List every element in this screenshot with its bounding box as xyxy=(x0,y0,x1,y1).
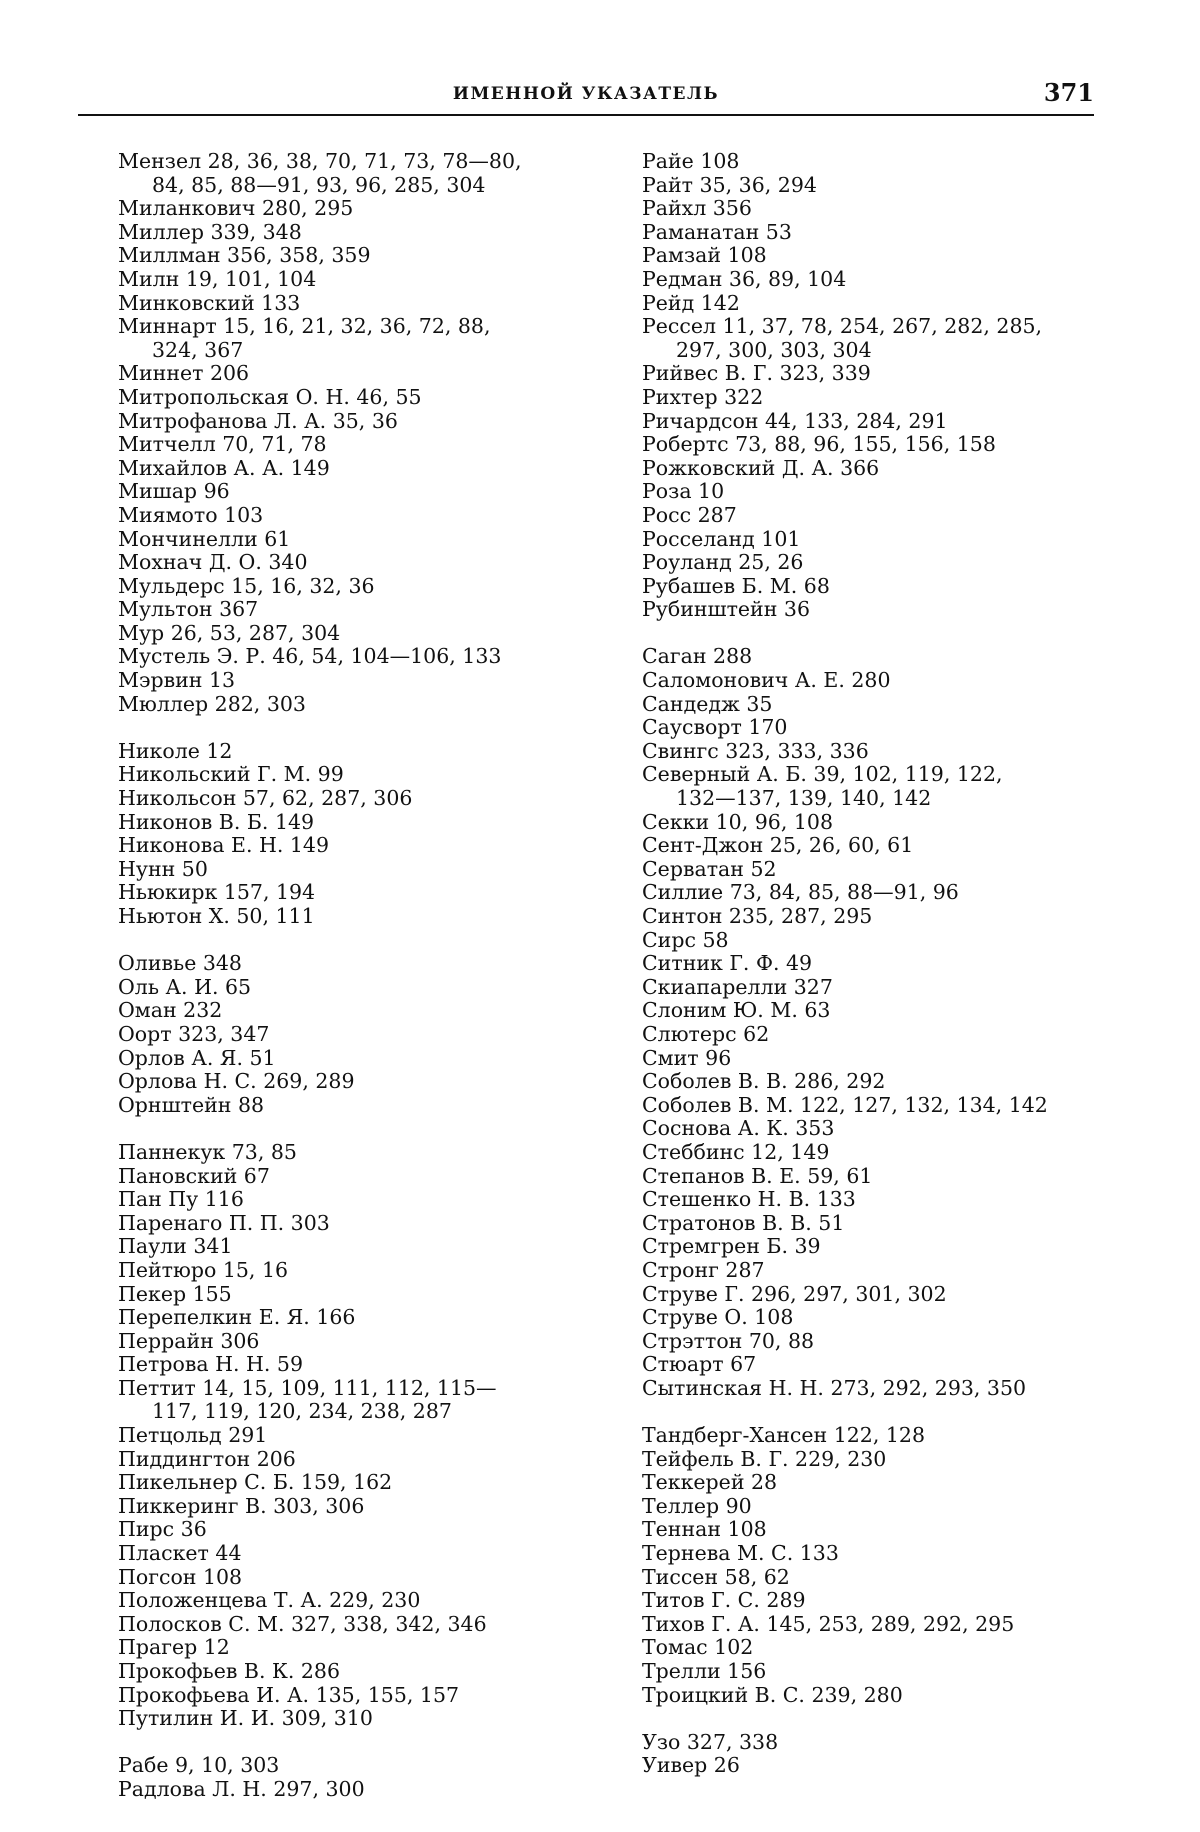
index-entry xyxy=(642,1094,1122,1118)
index-entry-text: Петцольд 291 xyxy=(118,1423,268,1448)
index-entry xyxy=(118,457,598,481)
index-entry-text: Миланкович 280, 295 xyxy=(118,196,354,221)
index-entry xyxy=(642,1212,1122,1236)
index-entry-text: Райхл 356 xyxy=(642,196,752,221)
index-entry xyxy=(118,504,598,528)
index-entry-text: Погсон 108 xyxy=(118,1564,243,1589)
index-entry-text: Орлов А. Я. 51 xyxy=(118,1045,276,1070)
index-entry-text: Оман 232 xyxy=(118,998,223,1023)
index-entry-text: Мишар 96 xyxy=(118,479,230,504)
letter-group-gap xyxy=(118,1117,598,1141)
index-entry xyxy=(642,1471,1122,1495)
index-entry xyxy=(642,1754,1122,1778)
index-entry-text: Пекер 155 xyxy=(118,1281,232,1306)
index-entry xyxy=(118,1566,598,1590)
index-entry xyxy=(118,1259,598,1283)
index-entry xyxy=(118,1495,598,1519)
index-entry xyxy=(642,740,1122,764)
index-entry xyxy=(118,1660,598,1684)
index-entry xyxy=(118,1542,598,1566)
index-entry xyxy=(642,1684,1122,1708)
index-entry-text: Троицкий В. С. 239, 280 xyxy=(642,1682,903,1707)
index-entry-text: Миямото 103 xyxy=(118,502,264,527)
index-entry-text: Ситник Г. Ф. 49 xyxy=(642,951,813,976)
index-entry xyxy=(642,575,1122,599)
index-entry xyxy=(642,433,1122,457)
index-entry xyxy=(118,645,598,669)
index-entry-text: Саломонович А. Е. 280 xyxy=(642,668,891,693)
index-entry-text: Узо 327, 338 xyxy=(642,1729,779,1754)
index-entry-text: Ньюкирк 157, 194 xyxy=(118,880,316,905)
index-entry-text: Оль А. И. 65 xyxy=(118,974,252,999)
index-entry xyxy=(118,1141,598,1165)
index-entry xyxy=(118,952,598,976)
index-entry-text: Перепелкин Е. Я. 166 xyxy=(118,1305,356,1330)
index-entry-continuation: 84, 85, 88—91, 93, 96, 285, 304 xyxy=(152,172,486,197)
index-entry xyxy=(118,858,598,882)
index-entry-text: Тиссен 58, 62 xyxy=(642,1564,790,1589)
index-entry-text: Сытинская Н. Н. 273, 292, 293, 350 xyxy=(642,1375,1027,1400)
index-entry xyxy=(118,1283,598,1307)
index-entry-text: Паренаго П. П. 303 xyxy=(118,1210,330,1235)
index-entry xyxy=(118,315,598,362)
index-entry xyxy=(642,504,1122,528)
index-entry xyxy=(642,1448,1122,1472)
index-entry xyxy=(642,410,1122,434)
index-entry xyxy=(642,881,1122,905)
index-entry xyxy=(118,1235,598,1259)
index-entry xyxy=(118,740,598,764)
letter-group xyxy=(118,1754,598,1801)
index-entry xyxy=(118,1188,598,1212)
index-entry-text: Струве О. 108 xyxy=(642,1305,794,1330)
index-entry-text: Синтон 235, 287, 295 xyxy=(642,904,873,928)
index-entry-text: Прокофьева И. А. 135, 155, 157 xyxy=(118,1682,460,1707)
index-column-right xyxy=(642,150,1122,1778)
index-entry-text: Милн 19, 101, 104 xyxy=(118,266,317,291)
index-entry xyxy=(642,1141,1122,1165)
index-entry-text: Росс 287 xyxy=(642,502,737,527)
index-entry xyxy=(118,1353,598,1377)
index-entry xyxy=(642,244,1122,268)
index-entry-text: Рамзай 108 xyxy=(642,243,767,268)
index-entry xyxy=(118,221,598,245)
index-entry-text: Мультон 367 xyxy=(118,597,259,622)
index-entry-text: Рабе 9, 10, 303 xyxy=(118,1753,280,1778)
index-entry xyxy=(118,1094,598,1118)
index-entry xyxy=(118,362,598,386)
index-entry-text: Никонова Е. Н. 149 xyxy=(118,833,330,858)
index-entry-text: Саган 288 xyxy=(642,644,753,669)
index-entry-text: Мур 26, 53, 287, 304 xyxy=(118,620,341,645)
letter-group xyxy=(642,1731,1122,1778)
index-entry-text: Орлова Н. С. 269, 289 xyxy=(118,1069,355,1094)
index-entry xyxy=(118,1212,598,1236)
letter-group xyxy=(118,1141,598,1731)
letter-group xyxy=(642,150,1122,622)
index-entry xyxy=(642,386,1122,410)
page-number: 371 xyxy=(1043,78,1094,107)
index-entry-text: Пирс 36 xyxy=(118,1517,207,1542)
index-entry xyxy=(642,1235,1122,1259)
index-entry-text: Роза 10 xyxy=(642,479,725,504)
index-entry xyxy=(118,1047,598,1071)
index-entry xyxy=(118,1613,598,1637)
letter-group-gap xyxy=(642,1707,1122,1731)
index-entry-text: Петрова Н. Н. 59 xyxy=(118,1352,304,1377)
letter-group xyxy=(118,952,598,1117)
index-entry xyxy=(118,763,598,787)
index-entry-text: Никольсон 57, 62, 287, 306 xyxy=(118,786,413,811)
index-entry xyxy=(642,480,1122,504)
index-entry-text: Стратонов В. В. 51 xyxy=(642,1210,845,1235)
index-entry-text: Титов Г. С. 289 xyxy=(642,1588,806,1613)
index-entry xyxy=(118,976,598,1000)
index-entry xyxy=(118,1165,598,1189)
index-entry xyxy=(642,1283,1122,1307)
index-entry xyxy=(642,1188,1122,1212)
index-entry xyxy=(642,1636,1122,1660)
index-entry xyxy=(642,1613,1122,1637)
index-entry-text: Пласкет 44 xyxy=(118,1541,242,1566)
index-entry-text: Рихтер 322 xyxy=(642,384,764,409)
index-entry-text: Роуланд 25, 26 xyxy=(642,550,804,575)
index-entry xyxy=(118,480,598,504)
index-entry-text: Оорт 323, 347 xyxy=(118,1021,270,1046)
index-entry xyxy=(118,1707,598,1731)
index-entry xyxy=(118,1778,598,1802)
index-entry-continuation: 324, 367 xyxy=(152,337,244,362)
index-entry xyxy=(642,645,1122,669)
index-entry xyxy=(642,1330,1122,1354)
index-entry xyxy=(642,1566,1122,1590)
index-entry xyxy=(642,834,1122,858)
index-entry-text: Райт 35, 36, 294 xyxy=(642,172,817,197)
index-entry-text: Секки 10, 96, 108 xyxy=(642,809,833,834)
index-entry-text: Рубинштейн 36 xyxy=(642,597,810,622)
letter-group-gap xyxy=(642,622,1122,646)
index-entry xyxy=(642,1306,1122,1330)
index-entry-text: Пейтюро 15, 16 xyxy=(118,1257,289,1282)
running-title: ИМЕННОЙ УКАЗАТЕЛЬ xyxy=(452,84,720,104)
index-entry-text: Уивер 26 xyxy=(642,1753,740,1778)
index-entry-text: Слютерс 62 xyxy=(642,1021,770,1046)
index-entry-text: Никольский Г. М. 99 xyxy=(118,762,344,787)
index-entry-text: Мохнач Д. О. 340 xyxy=(118,550,308,575)
index-entry xyxy=(118,834,598,858)
running-header xyxy=(78,78,1094,116)
index-entry xyxy=(118,693,598,717)
index-entry xyxy=(118,1377,598,1424)
index-entry-text: Стронг 287 xyxy=(642,1257,765,1282)
index-entry-text: Никонов В. Б. 149 xyxy=(118,809,315,834)
index-entry xyxy=(642,999,1122,1023)
index-entry-text: Смит 96 xyxy=(642,1045,732,1070)
index-entry xyxy=(118,150,598,197)
index-entry-text: Миннарт 15, 16, 21, 32, 36, 72, 88, xyxy=(118,314,491,339)
index-entry-text: Николе 12 xyxy=(118,738,233,763)
letter-group-gap xyxy=(118,1731,598,1755)
index-entry xyxy=(642,1495,1122,1519)
index-entry xyxy=(118,268,598,292)
letter-group-gap xyxy=(118,929,598,953)
index-entry xyxy=(118,1424,598,1448)
index-entry-text: Орнштейн 88 xyxy=(118,1092,265,1117)
letter-group-gap xyxy=(118,716,598,740)
index-entry xyxy=(642,716,1122,740)
index-entry-text: Митрофанова Л. А. 35, 36 xyxy=(118,408,398,433)
index-entry-text: Ньютон Х. 50, 111 xyxy=(118,904,315,928)
index-entry-text: Миннет 206 xyxy=(118,361,250,386)
index-entry-text: Рожковский Д. А. 366 xyxy=(642,455,880,480)
index-entry-text: Пикельнер С. Б. 159, 162 xyxy=(118,1470,393,1495)
index-entry xyxy=(642,858,1122,882)
index-entry xyxy=(642,1518,1122,1542)
index-entry-text: Степанов В. Е. 59, 61 xyxy=(642,1163,873,1188)
index-entry xyxy=(642,528,1122,552)
index-entry-text: Соболев В. В. 286, 292 xyxy=(642,1069,886,1094)
index-entry-text: Нунн 50 xyxy=(118,856,208,881)
index-entry xyxy=(118,1589,598,1613)
index-entry xyxy=(642,1542,1122,1566)
index-entry-text: Свингс 323, 333, 336 xyxy=(642,738,869,763)
index-entry xyxy=(118,551,598,575)
index-entry-text: Росселанд 101 xyxy=(642,526,801,551)
index-entry xyxy=(642,197,1122,221)
index-entry-continuation: 132—137, 139, 140, 142 xyxy=(676,786,932,811)
index-entry xyxy=(642,1259,1122,1283)
index-entry-text: Струве Г. 296, 297, 301, 302 xyxy=(642,1281,947,1306)
index-entry xyxy=(642,551,1122,575)
index-entry xyxy=(118,1330,598,1354)
index-entry-text: Раманатан 53 xyxy=(642,219,792,244)
index-entry xyxy=(118,622,598,646)
index-entry-text: Сандедж 35 xyxy=(642,691,773,716)
index-entry-text: Соснова А. К. 353 xyxy=(642,1116,835,1141)
index-entry-text: Миллман 356, 358, 359 xyxy=(118,243,371,268)
index-entry-text: Сирс 58 xyxy=(642,927,729,952)
index-entry xyxy=(118,787,598,811)
index-entry-text: Миллер 339, 348 xyxy=(118,219,302,244)
letter-group xyxy=(118,150,598,716)
index-entry-text: Стюарт 67 xyxy=(642,1352,757,1377)
index-entry xyxy=(642,1377,1122,1401)
index-entry xyxy=(642,221,1122,245)
index-entry-text: Пан Пу 116 xyxy=(118,1187,244,1212)
index-entry-text: Слоним Ю. М. 63 xyxy=(642,998,831,1023)
letter-group-gap xyxy=(642,1400,1122,1424)
index-entry xyxy=(118,386,598,410)
index-entry-text: Паули 341 xyxy=(118,1234,233,1259)
index-entry xyxy=(642,1023,1122,1047)
index-entry-text: Мончинелли 61 xyxy=(118,526,291,551)
index-entry-text: Прагер 12 xyxy=(118,1635,230,1660)
index-entry-text: Тейфель В. Г. 229, 230 xyxy=(642,1446,887,1471)
index-entry xyxy=(642,1165,1122,1189)
index-entry-text: Ричардсон 44, 133, 284, 291 xyxy=(642,408,948,433)
index-entry-text: Мюллер 282, 303 xyxy=(118,691,306,716)
index-entry xyxy=(642,1047,1122,1071)
index-entry-text: Тандберг-Хансен 122, 128 xyxy=(642,1423,926,1448)
index-entry-text: Теннан 108 xyxy=(642,1517,767,1542)
index-entry xyxy=(118,1754,598,1778)
index-entry-text: Томас 102 xyxy=(642,1635,754,1660)
index-entry xyxy=(642,174,1122,198)
index-entry-text: Северный А. Б. 39, 102, 119, 122, xyxy=(642,762,1003,787)
index-entry-text: Стешенко Н. В. 133 xyxy=(642,1187,856,1212)
index-entry xyxy=(642,315,1122,362)
index-entry xyxy=(118,598,598,622)
index-entry-text: Рессел 11, 37, 78, 254, 267, 282, 285, xyxy=(642,314,1043,339)
index-entry-text: Теллер 90 xyxy=(642,1493,752,1518)
index-entry xyxy=(118,1636,598,1660)
index-entry-text: Тихов Г. А. 145, 253, 289, 292, 295 xyxy=(642,1611,1015,1636)
index-entry-continuation: 297, 300, 303, 304 xyxy=(676,337,872,362)
index-entry-text: Минковский 133 xyxy=(118,290,301,315)
index-entry xyxy=(642,1424,1122,1448)
index-entry xyxy=(642,362,1122,386)
index-entry xyxy=(642,929,1122,953)
index-entry-text: Саусворт 170 xyxy=(642,715,788,740)
index-entry xyxy=(642,1070,1122,1094)
index-entry xyxy=(642,905,1122,929)
index-entry-text: Скиапарелли 327 xyxy=(642,974,833,999)
index-entry-text: Сент-Джон 25, 26, 60, 61 xyxy=(642,833,914,858)
index-entry-text: Стремгрен Б. 39 xyxy=(642,1234,821,1259)
index-entry-text: Робертс 73, 88, 96, 155, 156, 158 xyxy=(642,432,996,457)
index-entry-text: Трелли 156 xyxy=(642,1659,767,1683)
index-entry xyxy=(642,1731,1122,1755)
index-entry xyxy=(642,811,1122,835)
index-entry-text: Теккерей 28 xyxy=(642,1470,778,1495)
index-entry-text: Стрэттон 70, 88 xyxy=(642,1328,815,1353)
index-entry xyxy=(118,433,598,457)
index-entry-text: Мэрвин 13 xyxy=(118,668,236,693)
index-entry xyxy=(642,150,1122,174)
index-entry-text: Пановский 67 xyxy=(118,1163,270,1188)
index-entry-text: Рийвес В. Г. 323, 339 xyxy=(642,361,871,386)
index-entry-text: Силлие 73, 84, 85, 88—91, 96 xyxy=(642,880,959,905)
index-entry xyxy=(642,952,1122,976)
index-entry-text: Митропольская О. Н. 46, 55 xyxy=(118,384,422,409)
index-entry-text: Мульдерс 15, 16, 32, 36 xyxy=(118,573,375,598)
index-entry-text: Тернева М. С. 133 xyxy=(642,1541,839,1566)
index-entry xyxy=(118,1070,598,1094)
index-entry-text: Митчелл 70, 71, 78 xyxy=(118,432,327,457)
letter-group xyxy=(642,1424,1122,1707)
index-entry-continuation: 117, 119, 120, 234, 238, 287 xyxy=(152,1399,452,1424)
index-entry-text: Михайлов А. А. 149 xyxy=(118,455,330,480)
index-entry xyxy=(642,1353,1122,1377)
index-column-left xyxy=(118,150,598,1802)
index-entry xyxy=(118,811,598,835)
index-entry xyxy=(642,292,1122,316)
index-entry-text: Мустель Э. Р. 46, 54, 104—106, 133 xyxy=(118,644,502,669)
index-entry-text: Пиддингтон 206 xyxy=(118,1446,296,1471)
index-entry xyxy=(642,669,1122,693)
index-entry-text: Радлова Л. Н. 297, 300 xyxy=(118,1776,365,1801)
index-entry xyxy=(118,197,598,221)
index-entry-text: Положенцева Т. А. 229, 230 xyxy=(118,1588,421,1613)
index-entry-text: Соболев В. М. 122, 127, 132, 134, 142 xyxy=(642,1092,1048,1117)
index-entry-text: Оливье 348 xyxy=(118,951,242,976)
index-entry xyxy=(118,292,598,316)
letter-group xyxy=(118,740,598,929)
letter-group xyxy=(642,645,1122,1400)
index-entry xyxy=(118,1518,598,1542)
index-entry-text: Серватан 52 xyxy=(642,856,777,881)
index-entry-text: Путилин И. И. 309, 310 xyxy=(118,1706,373,1731)
index-entry xyxy=(118,1023,598,1047)
index-entry xyxy=(642,1589,1122,1613)
index-entry-text: Прокофьев В. К. 286 xyxy=(118,1659,341,1683)
index-entry xyxy=(118,575,598,599)
index-entry xyxy=(118,1448,598,1472)
index-entry xyxy=(642,1660,1122,1684)
index-entry xyxy=(118,244,598,268)
index-entry xyxy=(118,410,598,434)
index-entry xyxy=(118,881,598,905)
index-entry xyxy=(642,598,1122,622)
index-entry-text: Рубашев Б. М. 68 xyxy=(642,573,830,598)
index-entry-text: Петтит 14, 15, 109, 111, 112, 115— xyxy=(118,1375,497,1400)
index-entry-text: Полосков С. М. 327, 338, 342, 346 xyxy=(118,1611,487,1636)
index-entry xyxy=(642,1117,1122,1141)
index-entry xyxy=(118,1684,598,1708)
index-entry xyxy=(642,976,1122,1000)
index-entry-text: Перрайн 306 xyxy=(118,1328,260,1353)
index-entry xyxy=(642,763,1122,810)
index-entry xyxy=(642,693,1122,717)
index-entry xyxy=(642,268,1122,292)
index-entry-text: Редман 36, 89, 104 xyxy=(642,266,847,291)
index-entry xyxy=(118,905,598,929)
index-entry xyxy=(118,1306,598,1330)
index-entry-text: Пиккеринг В. 303, 306 xyxy=(118,1493,365,1518)
index-entry-text: Мензел 28, 36, 38, 70, 71, 73, 78—80, xyxy=(118,149,522,173)
index-entry-text: Рейд 142 xyxy=(642,290,740,315)
index-entry xyxy=(642,457,1122,481)
index-entry-text: Паннекук 73, 85 xyxy=(118,1139,297,1164)
index-entry xyxy=(118,1471,598,1495)
index-entry-text: Райе 108 xyxy=(642,149,740,173)
index-entry xyxy=(118,999,598,1023)
index-entry-text: Стеббинс 12, 149 xyxy=(642,1139,830,1164)
index-entry xyxy=(118,669,598,693)
index-entry xyxy=(118,528,598,552)
